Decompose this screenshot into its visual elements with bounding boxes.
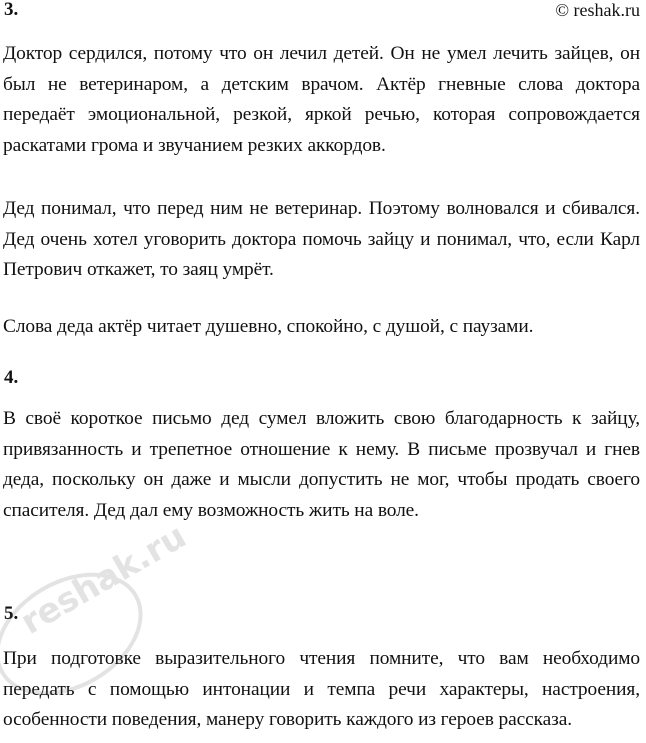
section-3-paragraph-1: Доктор сердился, потому что он лечил детей. Он не умел лечить зайцев, он был не ветеринаром, а детским врачом. Актёр гневные слова доктора передаёт эмоциональной, резкой, яркой речью, которая сопровождается раскатами грома и звучанием резких аккордов. (3, 43, 640, 156)
section-4-number: 4. (4, 367, 19, 388)
section-4-paragraph-1: В своё короткое письмо дед сумел вложить свою благодарность к зайцу, привязанность и трепетное отношение к нему. В письме прозвучал и гнев деда, поскольку он даже и мысли допустить не мог, чтобы продать своего спасителя. Дед дал ему возможность жить на воле. (3, 408, 640, 521)
section-5-number: 5. (4, 603, 19, 624)
site-brand[interactable]: © reshak.ru (555, 0, 640, 20)
section-5-paragraph-1: При подготовке выразительного чтения помните, что вам необходимо передать с помощью интонации и темпа речи характеры, настроения, особенности поведения, манеру говорить каждого из героев рассказа. (3, 648, 640, 731)
section-3-paragraph-2: Дед понимал, что перед ним не ветеринар. Поэтому волновался и сбивался. Дед очень хотел уговорить доктора помочь зайцу и понимал, что, если Карл Петрович откажет, то заяц умрёт. (3, 198, 640, 281)
watermark-text: reshak.ru (14, 516, 194, 643)
section-3-paragraph-3: Слова деда актёр читает душевно, спокойно, с душой, с паузами. (3, 316, 534, 337)
section-3-number: 3. (4, 0, 19, 20)
